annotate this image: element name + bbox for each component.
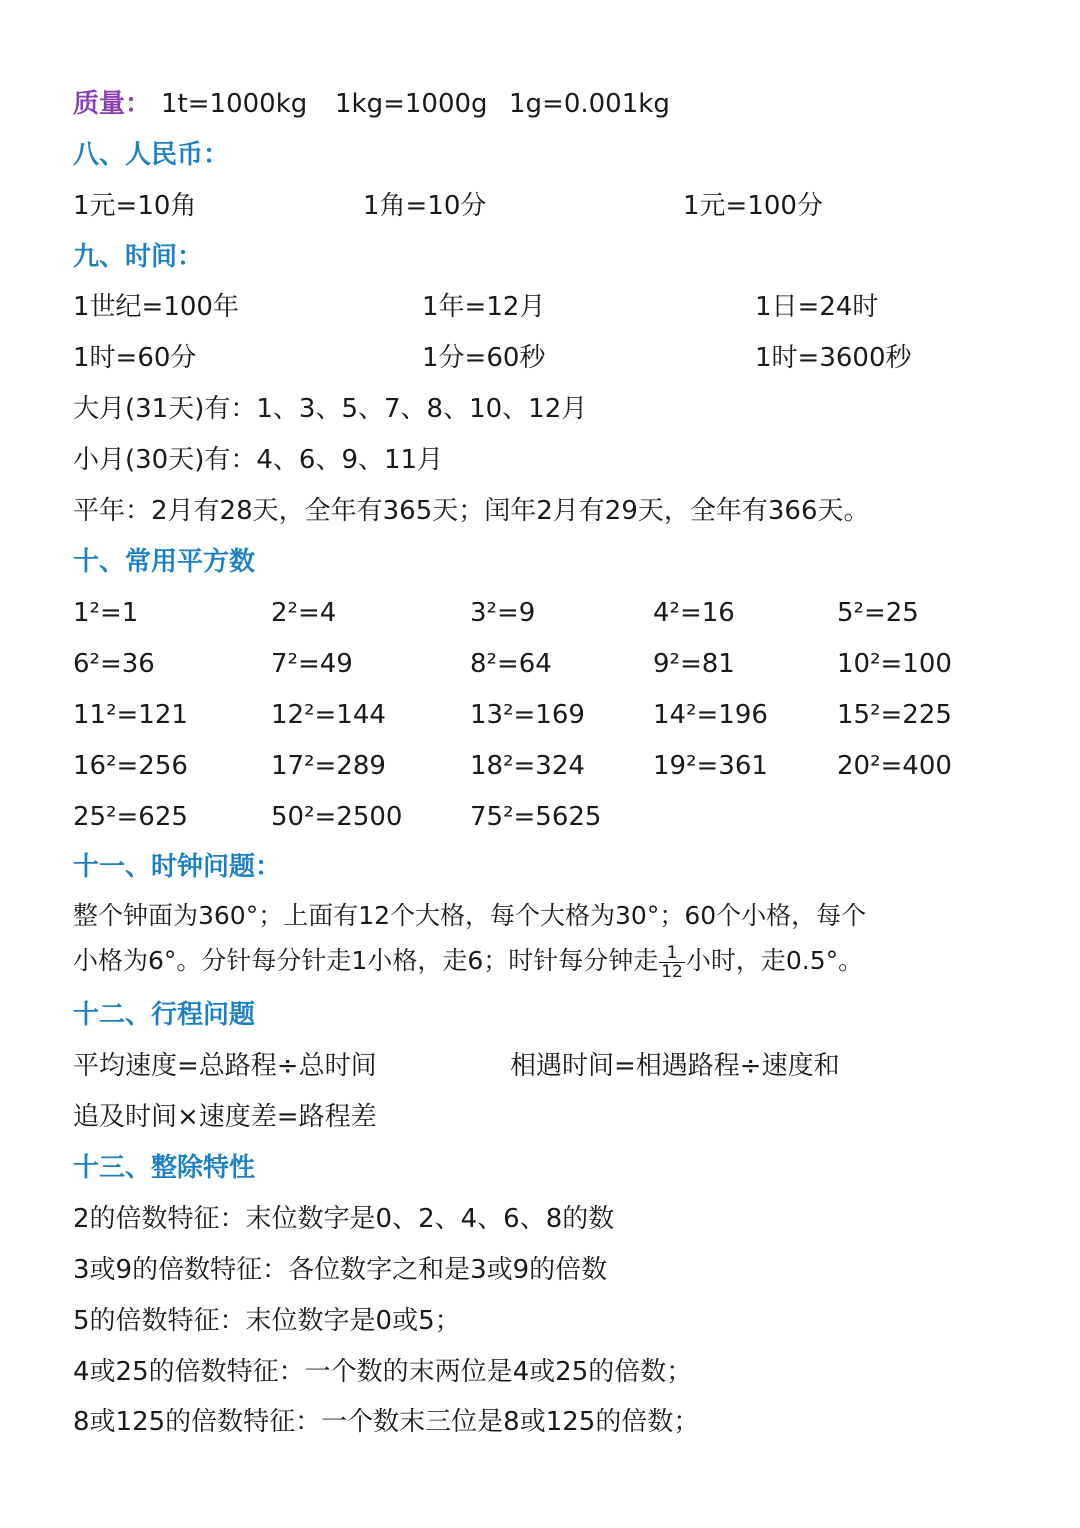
square-item: 18²=324 <box>470 751 585 781</box>
square-item: 20²=400 <box>837 751 952 781</box>
square-item: 13²=169 <box>470 700 585 730</box>
time-item: 1时=3600秒 <box>755 343 912 373</box>
travel-formula: 相遇时间=相遇路程÷速度和 <box>510 1051 840 1081</box>
time-item: 1日=24时 <box>755 292 879 322</box>
square-item: 15²=225 <box>837 700 952 730</box>
square-item: 8²=64 <box>470 649 552 679</box>
fraction-denominator: 12 <box>661 961 683 982</box>
divisibility-line: 4或25的倍数特征：一个数的末两位是4或25的倍数； <box>73 1357 693 1387</box>
square-item: 9²=81 <box>653 649 735 679</box>
travel-line-2: 追及时间×速度差=路程差 <box>73 1102 377 1132</box>
square-item: 75²=5625 <box>470 802 602 832</box>
square-item: 16²=256 <box>73 751 188 781</box>
currency-item: 1角=10分 <box>363 191 487 221</box>
currency-item: 1元=100分 <box>683 191 823 221</box>
clock-line-1: 整个钟面为360°；上面有12个大格，每个大格为30°；60个小格，每个 <box>73 901 867 930</box>
year-line: 平年：2月有28天，全年有365天；闰年2月有29天，全年有366天。 <box>73 496 870 526</box>
square-item: 14²=196 <box>653 700 768 730</box>
divisibility-line: 8或125的倍数特征：一个数末三位是8或125的倍数； <box>73 1407 700 1437</box>
time-item: 1分=60秒 <box>422 343 546 373</box>
time-item: 1时=60分 <box>73 343 197 373</box>
section-13-heading: 十三、整除特性 <box>73 1153 256 1183</box>
mass-line <box>73 87 670 121</box>
section-8-heading: 八、人民币： <box>73 140 230 170</box>
square-item: 1²=1 <box>73 598 139 628</box>
square-item: 6²=36 <box>73 649 155 679</box>
section-11-heading: 十一、时钟问题： <box>73 852 282 882</box>
clock-line-2 <box>73 940 863 982</box>
travel-formula: 平均速度=总路程÷总时间 <box>73 1051 377 1081</box>
clock-text-b: 小时，走0.5°。 <box>685 946 864 975</box>
square-item: 3²=9 <box>470 598 536 628</box>
mass-label: 质量： <box>73 89 152 119</box>
divisibility-line: 3或9的倍数特征：各位数字之和是3或9的倍数 <box>73 1255 608 1285</box>
square-item: 19²=361 <box>653 751 768 781</box>
square-item: 7²=49 <box>271 649 353 679</box>
currency-item: 1元=10角 <box>73 191 197 221</box>
square-item: 10²=100 <box>837 649 952 679</box>
square-item: 12²=144 <box>271 700 386 730</box>
mass-item: 1t=1000kg <box>161 89 308 119</box>
square-item: 2²=4 <box>271 598 337 628</box>
section-10-heading: 十、常用平方数 <box>73 547 256 577</box>
square-item: 4²=16 <box>653 598 735 628</box>
fraction-numerator: 1 <box>659 944 685 963</box>
divisibility-line: 5的倍数特征：末位数字是0或5； <box>73 1306 461 1336</box>
section-9-heading: 九、时间： <box>73 242 204 272</box>
fraction <box>659 944 685 981</box>
mass-item: 1g=0.001kg <box>509 89 670 119</box>
small-month-line: 小月(30天)有：4、6、9、11月 <box>73 445 444 475</box>
mass-item: 1kg=1000g <box>335 89 488 119</box>
square-item: 50²=2500 <box>271 802 403 832</box>
time-item: 1世纪=100年 <box>73 292 239 322</box>
section-12-heading: 十二、行程问题 <box>73 1000 256 1030</box>
square-item: 11²=121 <box>73 700 188 730</box>
big-month-line: 大月(31天)有：1、3、5、7、8、10、12月 <box>73 394 588 424</box>
clock-text-a: 小格为6°。分针每分针走1小格，走6；时针每分钟走 <box>73 946 659 975</box>
square-item: 25²=625 <box>73 802 188 832</box>
square-item: 17²=289 <box>271 751 386 781</box>
time-item: 1年=12月 <box>422 292 546 322</box>
square-item: 5²=25 <box>837 598 919 628</box>
divisibility-line: 2的倍数特征：末位数字是0、2、4、6、8的数 <box>73 1204 615 1234</box>
